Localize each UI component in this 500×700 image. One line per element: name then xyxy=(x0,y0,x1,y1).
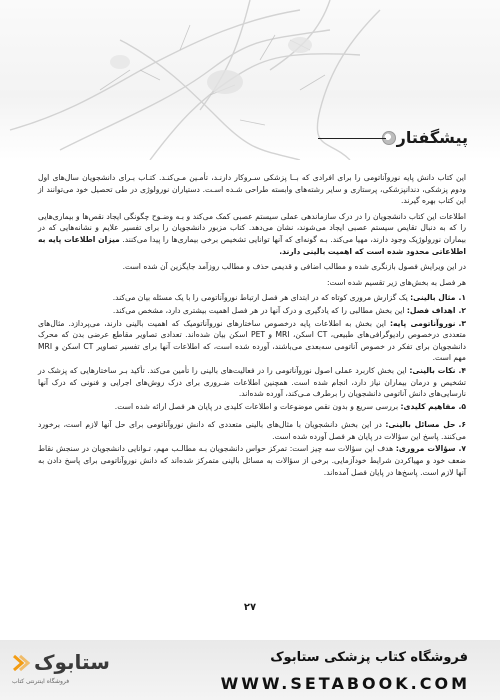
list-item-text: در این بخش دانشجویان با مثال‌های بالینی متعددی که دانش نوروآناتومی برای حل آنها لازم است، برخورد می‌کنند. پاسخ این سؤالات در پایان هر فصل آورده شده است. xyxy=(38,420,466,441)
list-item-label: نوروآناتومی پایه: xyxy=(390,318,456,328)
logo-wordmark: ستابوک xyxy=(34,650,110,674)
list-item-label: اهداف فصل: xyxy=(406,305,456,315)
website-link[interactable]: WWW.SETABOOK.COM xyxy=(220,674,470,693)
list-item-text: هدف این سؤالات سه چیز است: تمرکز حواس دانشجویان بـه مطالـب مهم، تـوانایی دانشجویان در سنجش نقاط ضعف خود و مهیاکردن شرایط خودآزمایی. برخی از سؤالات به مسائل بالینی متمرکز شده‌اند که دانش نوروآناتومی برای پاسخ دادن به آنها لازم است. پاسخ‌ها در پایان فصل آمده‌اند. xyxy=(38,444,466,477)
intro-paragraph-2 xyxy=(38,211,466,257)
list-item-label: مفاهیم کلیدی: xyxy=(400,401,456,411)
list-item xyxy=(38,401,466,413)
list-item xyxy=(38,365,466,400)
list-item xyxy=(38,305,466,317)
logo-bars-icon xyxy=(12,652,34,674)
list-item-number: ۶. xyxy=(458,420,466,430)
intro-paragraph-3: در این ویرایش فصول بازنگری شده و مطالب اضافی و قدیمی حذف و مطالب روزآمد جایگزین آن شده است. xyxy=(122,262,466,272)
intro-paragraph-1: این کتاب دانش پایه نوروآناتومی را برای افرادی که بــا پزشکی سـروکار دارنـد، تأمـین مـی‌کنـد. کتـاب بـرای دانشجویان سال‌های اول ودوم پزشکی، دندانپزشکی، پرستاری و سایر رشته‌های وابسته طراحی شـده اسـت. دستیاران نورولوژی در طی تحصیل خود می‌توانند از این کتاب بهره گیرند. xyxy=(38,173,466,206)
list-item xyxy=(38,292,466,304)
logo-subtitle: فروشگاه اینترنتی کتاب xyxy=(12,678,70,685)
list-item-text: این بخش مطالبی را که یادگیری و درک آنها در هر فصل اهمیت بیشتری دارد، مشخص می‌کند. xyxy=(112,305,407,315)
footer-banner xyxy=(0,640,500,700)
list-item xyxy=(38,443,466,478)
intro-paragraph-4: هر فصل به بخش‌های زیر تقسیم شده است: xyxy=(326,277,466,287)
list-item-number: ۵. xyxy=(458,401,466,411)
list-item-number: ۴. xyxy=(458,365,466,375)
body-text xyxy=(38,172,466,479)
list-item-number: ۳. xyxy=(458,318,466,328)
list-item-text: این بخش کاربرد عملی اصول نوروآناتومی را در فعالیت‌های بالینی را تأمین می‌کند. تأکید بـر ساختارهایی که پزشک در تشخیص و درمان بیماران نیاز دارد، انجام شده است. همچنین اطلاعات ضـروری برای درک روش‌های اجرایی و فنونی که درک آنها نارسایی‌های دانش آناتومی دانشجویان را برطرف مـی‌کند، آورده شده‌اند. xyxy=(38,365,466,399)
list-item-label: سؤالات مروری: xyxy=(395,444,456,454)
list-item xyxy=(38,318,466,364)
list-item-label: حل مسائل بالینی: xyxy=(385,420,456,430)
list-item-number: ۱. xyxy=(458,293,466,303)
intro-paragraph-2-text: اطلاعات این کتاب دانشجویان را در درک سازماندهی عملی سیستم عصبی کمک می‌کند و بـه وضـوح چگونگی ایجاد نقص‌ها و بیماری‌هایی را که به دنبال تقایص سیستم عصبی ایجاد می‌شوند، نشان می‌دهد. کتاب مزبور دانشجویان را برای تفسیر علایم و نشانه‌هایی که در بیماران نورولوژیک وجود دارند، مهیا می‌کند. بـه گونه‌ای که آنها توانایی تشخیص برخی بیماری‌ها را پیدا می‌کنند. xyxy=(38,211,466,244)
list-item-text: یک گزارش مروری کوتاه که در ابتدای هر فصل ارتباط نوروآناتومی را با یک مسئله بیان می‌کند. xyxy=(112,293,411,303)
list-item-number: ۲. xyxy=(458,305,466,315)
page-number: ۲۷ xyxy=(243,602,257,613)
section-heading xyxy=(318,128,468,148)
setabook-logo[interactable] xyxy=(12,648,110,685)
list-item-text: این بخش به اطلاعات پایه درخصوص ساختارهای نوروآناتومیک که اهمیت بالینی دارند، می‌پردازد. مثال‌های متعددی درخصوص رادیوگرافی‌های طبیعی، CT اسکن، MRI و PET اسکن بیان شده‌اند. تعدادی تصاویر مقاطع عرضی بدن که محرک دانشجویان برای تفکر در خصوص آناتومی سه‌بعدی می‌باشند، آورده شده است، که اطلاعات آنها برای تفسیر تصاویر CT اسکن و MRI مهم است. xyxy=(38,318,466,363)
list-item-text: بررسی سریع و بدون نقص موضوعات و اطلاعات کلیدی در پایان هر فصل ارائه شده است. xyxy=(114,401,401,411)
list-item-label: نکات بالینی: xyxy=(409,365,456,375)
list-item-label: مثال بالینی: xyxy=(410,293,456,303)
heading-rule xyxy=(318,138,386,139)
list-item xyxy=(38,419,466,442)
intro-paragraph-2-emphasis: میزان اطلاعات پایه به اطلاعاتی محدود شده است که اهمیت بالینی دارند. xyxy=(38,234,466,256)
list-item-number: ۷. xyxy=(458,444,466,454)
page-title: پیشگفتار xyxy=(396,128,468,147)
store-name: فروشگاه کتاب پزشکی ستابوک xyxy=(270,650,468,665)
